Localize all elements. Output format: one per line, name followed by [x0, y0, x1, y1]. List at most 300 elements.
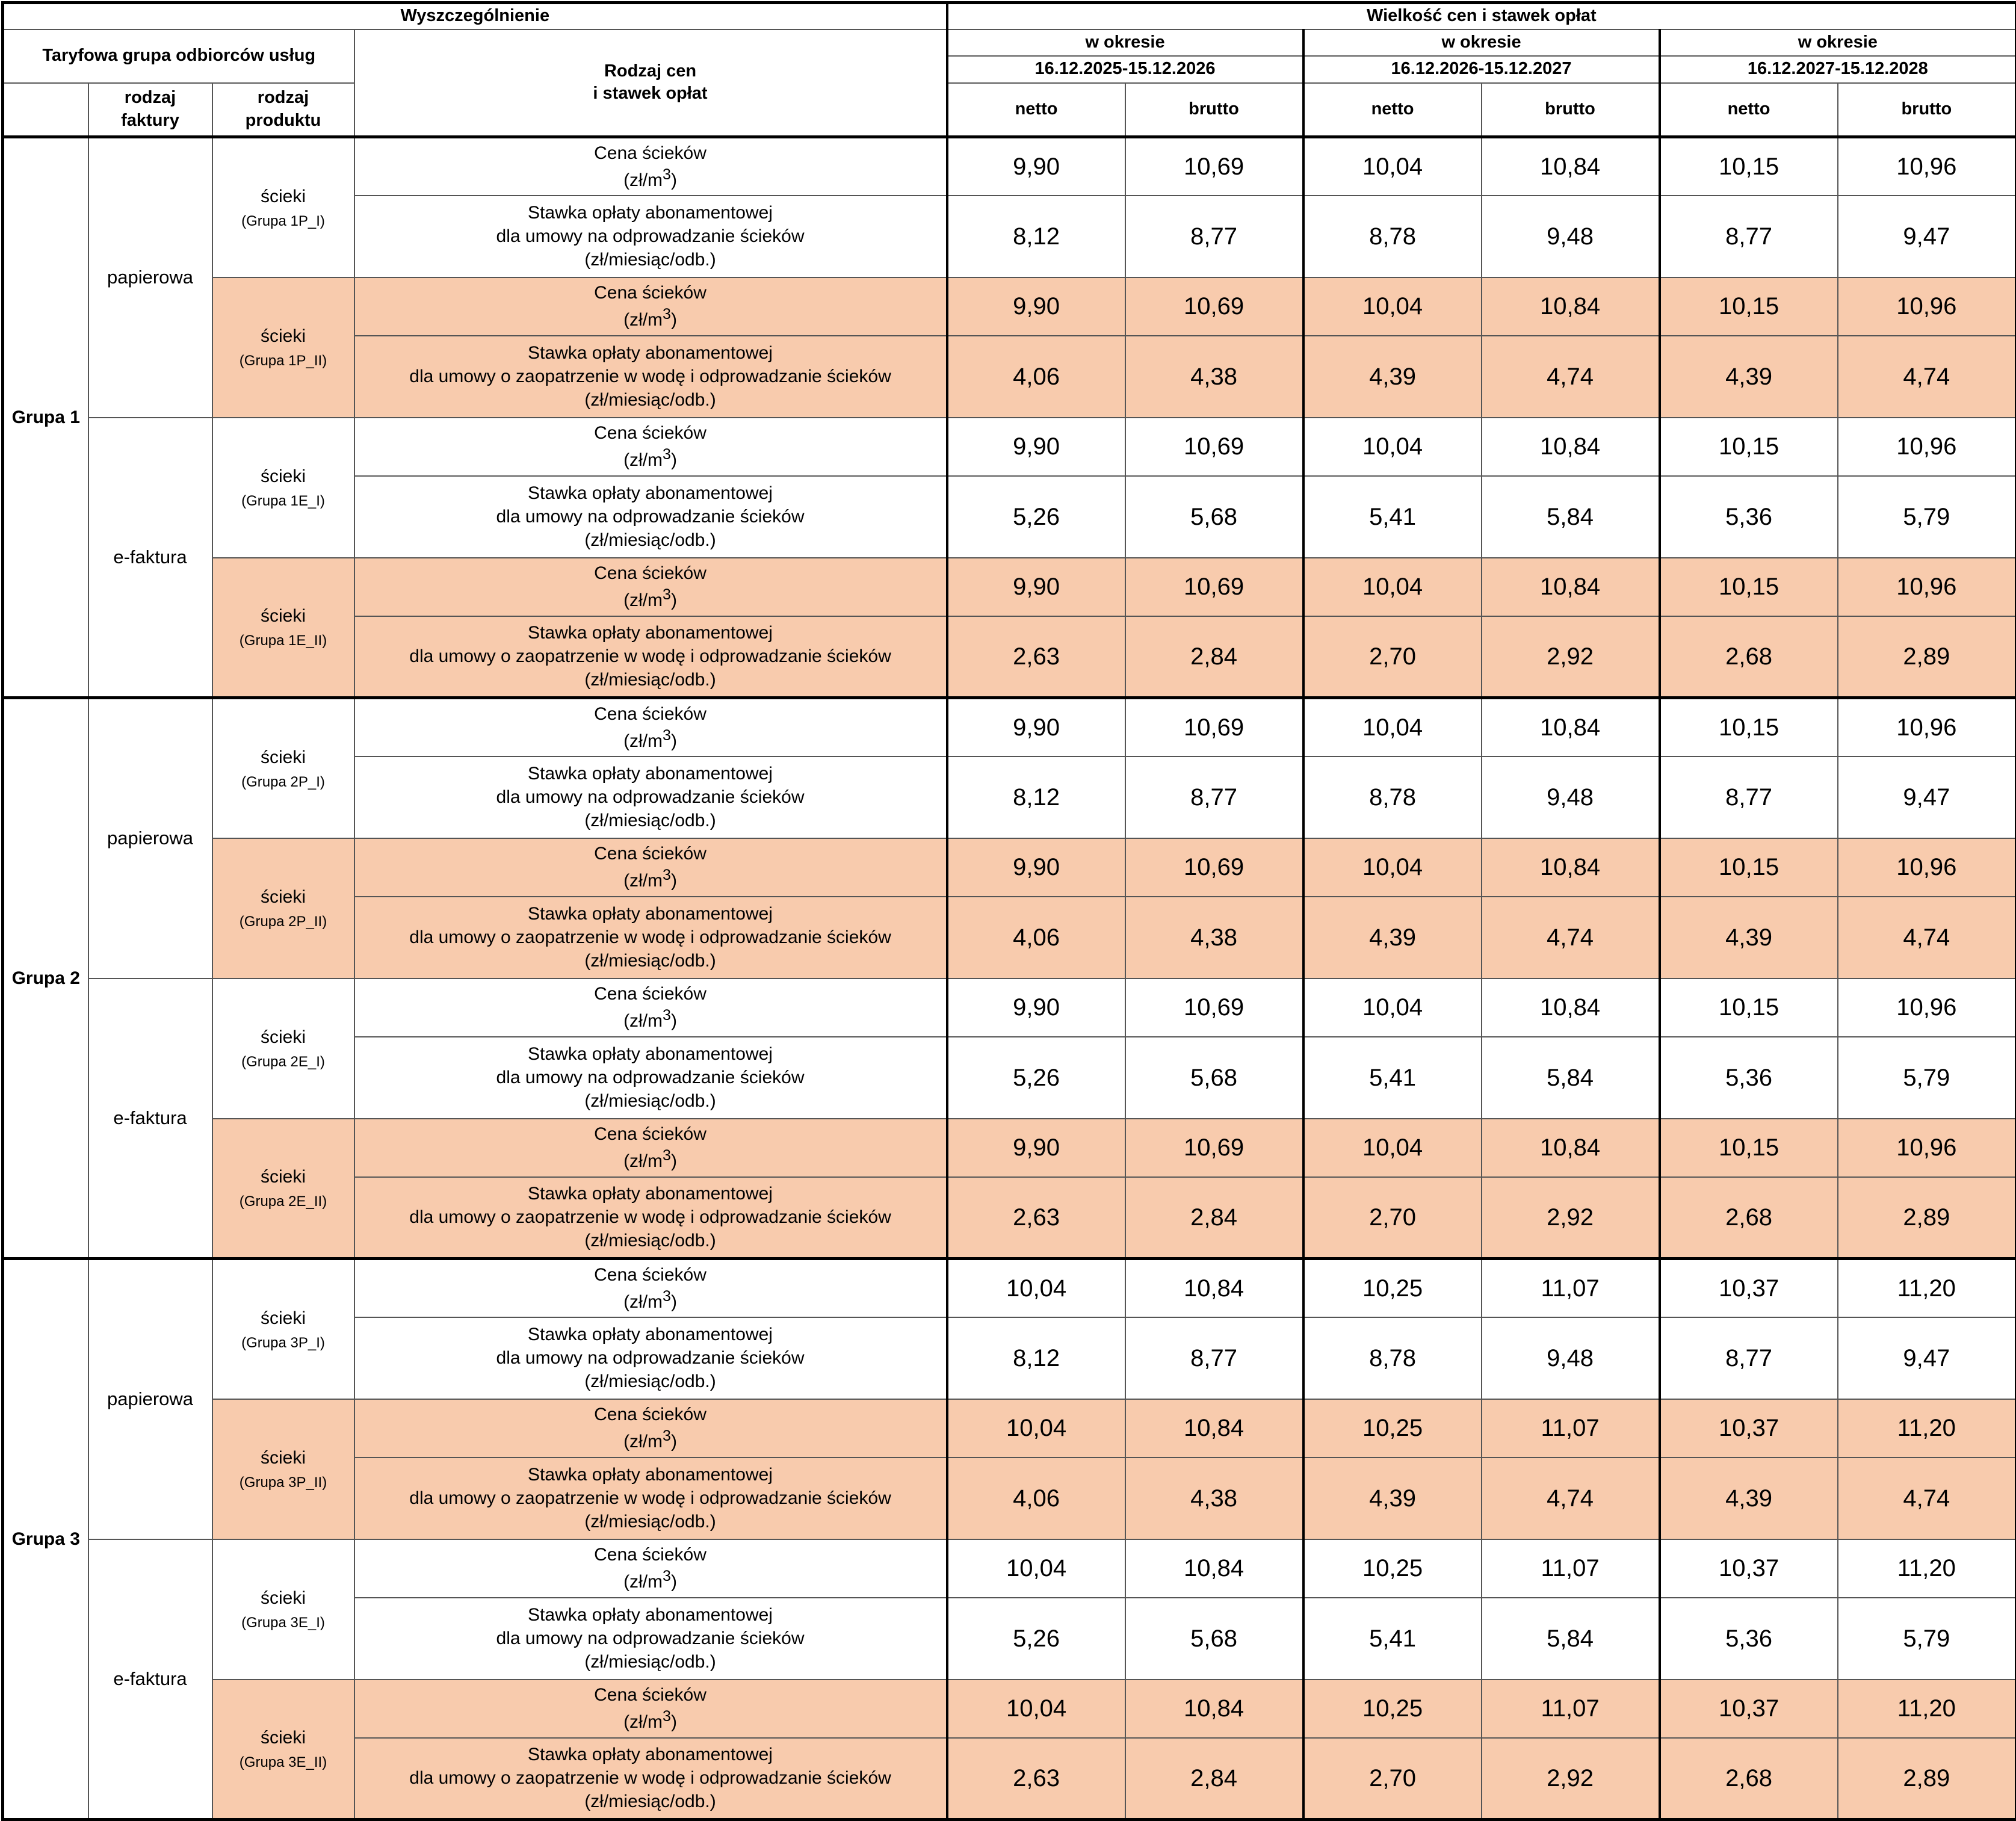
- fee-value: 2,68: [1660, 1738, 1838, 1820]
- price-unit-close: ): [671, 450, 677, 470]
- price-value: 10,15: [1660, 1119, 1838, 1177]
- price-value: 10,96: [1838, 558, 2016, 616]
- fee-label: Stawka opłaty abonamentowej: [528, 764, 773, 784]
- fee-label: Stawka opłaty abonamentowej: [528, 1184, 773, 1204]
- fee-value: 5,41: [1303, 476, 1482, 558]
- price-unit-exponent: 3: [663, 446, 671, 463]
- fee-description: [354, 1458, 947, 1539]
- price-value: 10,15: [1660, 558, 1838, 616]
- price-value: 10,84: [1125, 1680, 1303, 1738]
- fee-value: 5,26: [947, 1598, 1125, 1680]
- product-name: ścieki: [213, 746, 354, 769]
- fee-unit: (zł/miesiąc/odb.): [584, 811, 716, 830]
- price-value: 9,90: [947, 558, 1125, 616]
- price-value: 10,15: [1660, 979, 1838, 1037]
- fee-value: 4,38: [1125, 336, 1303, 418]
- fee-value: 5,41: [1303, 1598, 1482, 1680]
- price-unit-close: ): [671, 1572, 677, 1592]
- fee-value: 9,48: [1482, 196, 1660, 277]
- price-value: 10,69: [1125, 698, 1303, 756]
- period-1-label: w okresie: [947, 29, 1303, 56]
- price-label: Cena ścieków: [594, 563, 707, 583]
- price-label: Cena ścieków: [594, 1265, 707, 1285]
- fee-value: 8,12: [947, 196, 1125, 277]
- price-value: 10,15: [1660, 277, 1838, 336]
- product-name: ścieki: [213, 1025, 354, 1049]
- price-label: Cena ścieków: [594, 1124, 707, 1144]
- price-label: Cena ścieków: [594, 1545, 707, 1565]
- price-description: [354, 137, 947, 196]
- price-value: 10,69: [1125, 137, 1303, 196]
- price-value: 11,07: [1482, 1399, 1660, 1458]
- product-name: ścieki: [213, 185, 354, 208]
- price-unit: (zł/m: [623, 1572, 663, 1592]
- price-value: 11,20: [1838, 1399, 2016, 1458]
- price-value: 10,37: [1660, 1259, 1838, 1317]
- fee-unit: (zł/miesiąc/odb.): [584, 951, 716, 971]
- fee-unit: (zł/miesiąc/odb.): [584, 1512, 716, 1532]
- price-label: Cena ścieków: [594, 1405, 707, 1424]
- price-unit: (zł/m: [623, 731, 663, 751]
- fee-description: [354, 1317, 947, 1399]
- fee-value: 2,89: [1838, 1177, 2016, 1259]
- product-cell: [212, 1259, 354, 1399]
- fee-unit: (zł/miesiąc/odb.): [584, 1371, 716, 1391]
- header-empty-cell: [3, 83, 88, 137]
- product-name: ścieki: [213, 604, 354, 628]
- price-label: Cena ścieków: [594, 704, 707, 724]
- price-unit-exponent: 3: [663, 1708, 671, 1725]
- price-unit-close: ): [671, 1432, 677, 1452]
- price-unit-exponent: 3: [663, 867, 671, 883]
- price-value: 10,96: [1838, 1119, 2016, 1177]
- invoice-type: papierowa: [88, 1259, 212, 1539]
- fee-value: 5,26: [947, 476, 1125, 558]
- fee-value: 2,70: [1303, 1738, 1482, 1820]
- product-cell: [212, 1119, 354, 1259]
- fee-contract: dla umowy na odprowadzanie ścieków: [496, 507, 805, 527]
- price-value: 10,84: [1482, 979, 1660, 1037]
- header-netto: netto: [947, 83, 1125, 137]
- price-value: 10,96: [1838, 418, 2016, 476]
- fee-contract: dla umowy o zaopatrzenie w wodę i odprowadzanie ścieków: [409, 1207, 891, 1227]
- price-label: Cena ścieków: [594, 283, 707, 303]
- fee-value: 9,47: [1838, 1317, 2016, 1399]
- price-value: 10,84: [1482, 418, 1660, 476]
- price-value: 11,07: [1482, 1259, 1660, 1317]
- fee-value: 5,84: [1482, 476, 1660, 558]
- tariff-table: [1, 1, 2016, 1821]
- price-value: 10,15: [1660, 838, 1838, 897]
- price-unit-exponent: 3: [663, 1147, 671, 1164]
- header-netto: netto: [1660, 83, 1838, 137]
- fee-label: Stawka opłaty abonamentowej: [528, 904, 773, 924]
- table-row: [3, 1119, 2016, 1177]
- header-brutto: brutto: [1838, 83, 2016, 137]
- price-value: 10,04: [1303, 418, 1482, 476]
- price-unit-exponent: 3: [663, 1568, 671, 1584]
- fee-value: 4,74: [1482, 897, 1660, 979]
- product-code: (Grupa 3P_I): [213, 1334, 354, 1352]
- fee-label: Stawka opłaty abonamentowej: [528, 1325, 773, 1344]
- fee-contract: dla umowy o zaopatrzenie w wodę i odprowadzanie ścieków: [409, 1768, 891, 1788]
- header-rodzaj-cen-line1: Rodzaj cen: [604, 61, 696, 81]
- price-value: 10,69: [1125, 277, 1303, 336]
- product-cell: [212, 979, 354, 1119]
- price-unit: (zł/m: [623, 170, 663, 190]
- group-name: Grupa 2: [3, 698, 88, 1259]
- product-cell: [212, 277, 354, 418]
- price-value: 10,04: [1303, 838, 1482, 897]
- fee-unit: (zł/miesiąc/odb.): [584, 1091, 716, 1111]
- price-value: 11,20: [1838, 1680, 2016, 1738]
- fee-value: 4,06: [947, 897, 1125, 979]
- fee-value: 4,39: [1660, 336, 1838, 418]
- fee-unit: (zł/miesiąc/odb.): [584, 530, 716, 550]
- product-cell: [212, 137, 354, 277]
- fee-value: 4,74: [1482, 1458, 1660, 1539]
- price-value: 10,37: [1660, 1680, 1838, 1738]
- price-value: 10,84: [1482, 137, 1660, 196]
- price-value: 10,69: [1125, 979, 1303, 1037]
- price-value: 10,25: [1303, 1680, 1482, 1738]
- fee-value: 5,79: [1838, 1598, 2016, 1680]
- fee-value: 2,84: [1125, 616, 1303, 698]
- price-unit-close: ): [671, 170, 677, 190]
- fee-unit: (zł/miesiąc/odb.): [584, 670, 716, 690]
- price-unit: (zł/m: [623, 1151, 663, 1171]
- price-label: Cena ścieków: [594, 844, 707, 864]
- invoice-type: papierowa: [88, 137, 212, 418]
- header-rodzaj-produktu-line1: rodzaj: [258, 88, 309, 107]
- price-value: 10,04: [1303, 558, 1482, 616]
- price-value: 10,84: [1125, 1399, 1303, 1458]
- invoice-type: e-faktura: [88, 979, 212, 1259]
- price-unit-close: ): [671, 1292, 677, 1312]
- price-unit: (zł/m: [623, 1292, 663, 1312]
- table-row: [3, 277, 2016, 336]
- price-unit: (zł/m: [623, 1712, 663, 1732]
- fee-label: Stawka opłaty abonamentowej: [528, 1465, 773, 1485]
- fee-value: 8,77: [1660, 196, 1838, 277]
- fee-value: 2,84: [1125, 1177, 1303, 1259]
- fee-value: 2,68: [1660, 616, 1838, 698]
- price-value: 9,90: [947, 1119, 1125, 1177]
- price-description: [354, 979, 947, 1037]
- fee-label: Stawka opłaty abonamentowej: [528, 483, 773, 503]
- fee-value: 5,68: [1125, 1598, 1303, 1680]
- fee-contract: dla umowy na odprowadzanie ścieków: [496, 1348, 805, 1368]
- price-value: 10,69: [1125, 558, 1303, 616]
- price-description: [354, 1680, 947, 1738]
- fee-label: Stawka opłaty abonamentowej: [528, 1605, 773, 1625]
- product-cell: [212, 558, 354, 698]
- price-description: [354, 1399, 947, 1458]
- fee-description: [354, 196, 947, 277]
- product-cell: [212, 1680, 354, 1820]
- fee-description: [354, 616, 947, 698]
- fee-contract: dla umowy na odprowadzanie ścieków: [496, 1068, 805, 1087]
- fee-value: 2,70: [1303, 1177, 1482, 1259]
- fee-value: 9,47: [1838, 196, 2016, 277]
- product-name: ścieki: [213, 885, 354, 909]
- fee-value: 4,74: [1482, 336, 1660, 418]
- header-netto: netto: [1303, 83, 1482, 137]
- header-rodzaj-faktury-line1: rodzaj: [125, 88, 176, 107]
- product-code: (Grupa 3E_II): [213, 1753, 354, 1772]
- price-unit: (zł/m: [623, 871, 663, 891]
- price-description: [354, 838, 947, 897]
- price-unit-exponent: 3: [663, 166, 671, 183]
- header-rodzaj-produktu-line2: produktu: [246, 111, 321, 130]
- price-unit-exponent: 3: [663, 1007, 671, 1024]
- price-value: 9,90: [947, 137, 1125, 196]
- price-value: 10,04: [1303, 698, 1482, 756]
- price-value: 10,96: [1838, 277, 2016, 336]
- fee-value: 8,12: [947, 1317, 1125, 1399]
- period-1-dates: 16.12.2025-15.12.2026: [947, 56, 1303, 83]
- price-unit: (zł/m: [623, 590, 663, 610]
- price-value: 10,69: [1125, 1119, 1303, 1177]
- fee-value: 4,39: [1660, 897, 1838, 979]
- price-value: 10,96: [1838, 698, 2016, 756]
- fee-value: 5,68: [1125, 1037, 1303, 1119]
- price-value: 9,90: [947, 979, 1125, 1037]
- product-name: ścieki: [213, 1446, 354, 1470]
- price-description: [354, 418, 947, 476]
- table-row: [3, 1399, 2016, 1458]
- fee-contract: dla umowy na odprowadzanie ścieków: [496, 787, 805, 807]
- header-rodzaj-cen: [354, 29, 947, 137]
- invoice-type: e-faktura: [88, 1539, 212, 1820]
- fee-value: 8,78: [1303, 196, 1482, 277]
- fee-value: 8,77: [1660, 756, 1838, 838]
- price-value: 10,04: [1303, 277, 1482, 336]
- fee-value: 4,39: [1303, 1458, 1482, 1539]
- fee-value: 5,84: [1482, 1598, 1660, 1680]
- price-value: 10,15: [1660, 698, 1838, 756]
- fee-value: 9,48: [1482, 756, 1660, 838]
- product-code: (Grupa 2P_I): [213, 773, 354, 791]
- fee-value: 8,77: [1660, 1317, 1838, 1399]
- price-unit-exponent: 3: [663, 1427, 671, 1444]
- fee-value: 4,39: [1303, 336, 1482, 418]
- fee-unit: (zł/miesiąc/odb.): [584, 1231, 716, 1251]
- group-name: Grupa 3: [3, 1259, 88, 1820]
- product-cell: [212, 698, 354, 838]
- fee-value: 8,77: [1125, 756, 1303, 838]
- fee-value: 8,77: [1125, 1317, 1303, 1399]
- fee-label: Stawka opłaty abonamentowej: [528, 1044, 773, 1064]
- fee-description: [354, 897, 947, 979]
- table-row: [3, 1259, 2016, 1317]
- price-value: 10,69: [1125, 418, 1303, 476]
- product-code: (Grupa 1P_II): [213, 351, 354, 370]
- fee-value: 2,84: [1125, 1738, 1303, 1820]
- price-value: 10,15: [1660, 137, 1838, 196]
- tariff-table-body: [3, 137, 2016, 1820]
- price-value: 10,04: [947, 1259, 1125, 1317]
- fee-value: 2,63: [947, 1177, 1125, 1259]
- product-code: (Grupa 1P_I): [213, 212, 354, 230]
- table-row: [3, 698, 2016, 756]
- header-rodzaj-faktury-line2: faktury: [121, 111, 179, 130]
- fee-value: 4,74: [1838, 336, 2016, 418]
- fee-value: 8,77: [1125, 196, 1303, 277]
- product-cell: [212, 418, 354, 558]
- fee-description: [354, 1738, 947, 1820]
- fee-description: [354, 1177, 947, 1259]
- price-value: 10,25: [1303, 1399, 1482, 1458]
- fee-value: 2,70: [1303, 616, 1482, 698]
- fee-value: 5,36: [1660, 1598, 1838, 1680]
- price-value: 10,96: [1838, 979, 2016, 1037]
- invoice-type: e-faktura: [88, 418, 212, 698]
- price-unit: (zł/m: [623, 1011, 663, 1031]
- price-value: 9,90: [947, 277, 1125, 336]
- price-value: 9,90: [947, 838, 1125, 897]
- fee-value: 2,63: [947, 1738, 1125, 1820]
- price-unit-exponent: 3: [663, 306, 671, 323]
- fee-value: 4,74: [1838, 897, 2016, 979]
- price-description: [354, 1119, 947, 1177]
- product-code: (Grupa 1E_I): [213, 492, 354, 510]
- price-value: 10,96: [1838, 137, 2016, 196]
- price-value: 10,84: [1125, 1259, 1303, 1317]
- fee-value: 5,79: [1838, 476, 2016, 558]
- price-value: 10,04: [1303, 979, 1482, 1037]
- fee-value: 5,84: [1482, 1037, 1660, 1119]
- product-cell: [212, 1399, 354, 1539]
- fee-value: 4,38: [1125, 1458, 1303, 1539]
- fee-value: 5,68: [1125, 476, 1303, 558]
- header-rodzaj-cen-line2: i stawek opłat: [593, 84, 707, 103]
- fee-value: 9,48: [1482, 1317, 1660, 1399]
- price-unit-exponent: 3: [663, 586, 671, 603]
- price-value: 10,84: [1482, 277, 1660, 336]
- fee-value: 2,92: [1482, 1177, 1660, 1259]
- table-row: [3, 1539, 2016, 1598]
- price-label: Cena ścieków: [594, 1685, 707, 1705]
- price-unit: (zł/m: [623, 1432, 663, 1452]
- price-value: 10,84: [1482, 698, 1660, 756]
- price-value: 10,04: [1303, 1119, 1482, 1177]
- price-value: 10,84: [1482, 1119, 1660, 1177]
- price-value: 10,04: [947, 1399, 1125, 1458]
- price-value: 10,37: [1660, 1399, 1838, 1458]
- product-name: ścieki: [213, 1306, 354, 1330]
- price-value: 9,90: [947, 418, 1125, 476]
- price-unit: (zł/m: [623, 310, 663, 330]
- fee-contract: dla umowy o zaopatrzenie w wodę i odprowadzanie ścieków: [409, 927, 891, 947]
- group-name: Grupa 1: [3, 137, 88, 698]
- price-unit: (zł/m: [623, 450, 663, 470]
- header-brutto: brutto: [1125, 83, 1303, 137]
- fee-unit: (zł/miesiąc/odb.): [584, 250, 716, 270]
- fee-value: 5,41: [1303, 1037, 1482, 1119]
- price-value: 11,20: [1838, 1539, 2016, 1598]
- fee-value: 5,26: [947, 1037, 1125, 1119]
- price-unit-exponent: 3: [663, 727, 671, 744]
- period-3-label: w okresie: [1660, 29, 2016, 56]
- fee-value: 2,68: [1660, 1177, 1838, 1259]
- price-value: 11,20: [1838, 1259, 2016, 1317]
- product-code: (Grupa 3E_I): [213, 1613, 354, 1632]
- period-3-dates: 16.12.2027-15.12.2028: [1660, 56, 2016, 83]
- table-row: [3, 418, 2016, 476]
- fee-value: 4,39: [1303, 897, 1482, 979]
- product-cell: [212, 838, 354, 979]
- price-unit-close: ): [671, 1712, 677, 1732]
- header-wielkosc: Wielkość cen i stawek opłat: [947, 3, 2016, 29]
- price-label: Cena ścieków: [594, 984, 707, 1004]
- price-value: 10,69: [1125, 838, 1303, 897]
- price-value: 11,07: [1482, 1680, 1660, 1738]
- fee-value: 4,39: [1660, 1458, 1838, 1539]
- fee-value: 2,89: [1838, 616, 2016, 698]
- fee-label: Stawka opłaty abonamentowej: [528, 203, 773, 223]
- fee-value: 8,78: [1303, 1317, 1482, 1399]
- price-unit-close: ): [671, 1151, 677, 1171]
- price-unit-close: ): [671, 871, 677, 891]
- product-name: ścieki: [213, 465, 354, 488]
- product-code: (Grupa 1E_II): [213, 631, 354, 650]
- fee-unit: (zł/miesiąc/odb.): [584, 1792, 716, 1811]
- price-unit-close: ): [671, 590, 677, 610]
- header-rodzaj-faktury: [88, 83, 212, 137]
- price-value: 10,84: [1482, 838, 1660, 897]
- fee-description: [354, 1598, 947, 1680]
- price-value: 10,37: [1660, 1539, 1838, 1598]
- fee-value: 9,47: [1838, 756, 2016, 838]
- period-2-label: w okresie: [1303, 29, 1660, 56]
- product-code: (Grupa 2P_II): [213, 912, 354, 931]
- fee-label: Stawka opłaty abonamentowej: [528, 343, 773, 363]
- price-unit-close: ): [671, 731, 677, 751]
- fee-contract: dla umowy o zaopatrzenie w wodę i odprowadzanie ścieków: [409, 1488, 891, 1508]
- price-value: 10,04: [947, 1680, 1125, 1738]
- fee-value: 2,89: [1838, 1738, 2016, 1820]
- fee-value: 2,92: [1482, 616, 1660, 698]
- price-value: 10,04: [1303, 137, 1482, 196]
- fee-contract: dla umowy na odprowadzanie ścieków: [496, 1628, 805, 1648]
- fee-unit: (zł/miesiąc/odb.): [584, 390, 716, 410]
- price-value: 10,84: [1482, 558, 1660, 616]
- table-row: [3, 137, 2016, 196]
- fee-label: Stawka opłaty abonamentowej: [528, 623, 773, 643]
- fee-value: 4,06: [947, 1458, 1125, 1539]
- invoice-type: papierowa: [88, 698, 212, 979]
- price-unit-close: ): [671, 310, 677, 330]
- fee-value: 2,63: [947, 616, 1125, 698]
- product-code: (Grupa 3P_II): [213, 1473, 354, 1492]
- fee-value: 2,92: [1482, 1738, 1660, 1820]
- product-name: ścieki: [213, 1726, 354, 1749]
- price-value: 10,15: [1660, 418, 1838, 476]
- period-2-dates: 16.12.2026-15.12.2027: [1303, 56, 1660, 83]
- fee-description: [354, 1037, 947, 1119]
- price-unit-close: ): [671, 1011, 677, 1031]
- product-name: ścieki: [213, 1165, 354, 1189]
- price-value: 10,25: [1303, 1539, 1482, 1598]
- fee-description: [354, 336, 947, 418]
- fee-description: [354, 756, 947, 838]
- product-cell: [212, 1539, 354, 1680]
- fee-value: 8,12: [947, 756, 1125, 838]
- header-taryfowa-grupa: Taryfowa grupa odbiorców usług: [3, 29, 354, 83]
- product-code: (Grupa 2E_II): [213, 1192, 354, 1211]
- header-brutto: brutto: [1482, 83, 1660, 137]
